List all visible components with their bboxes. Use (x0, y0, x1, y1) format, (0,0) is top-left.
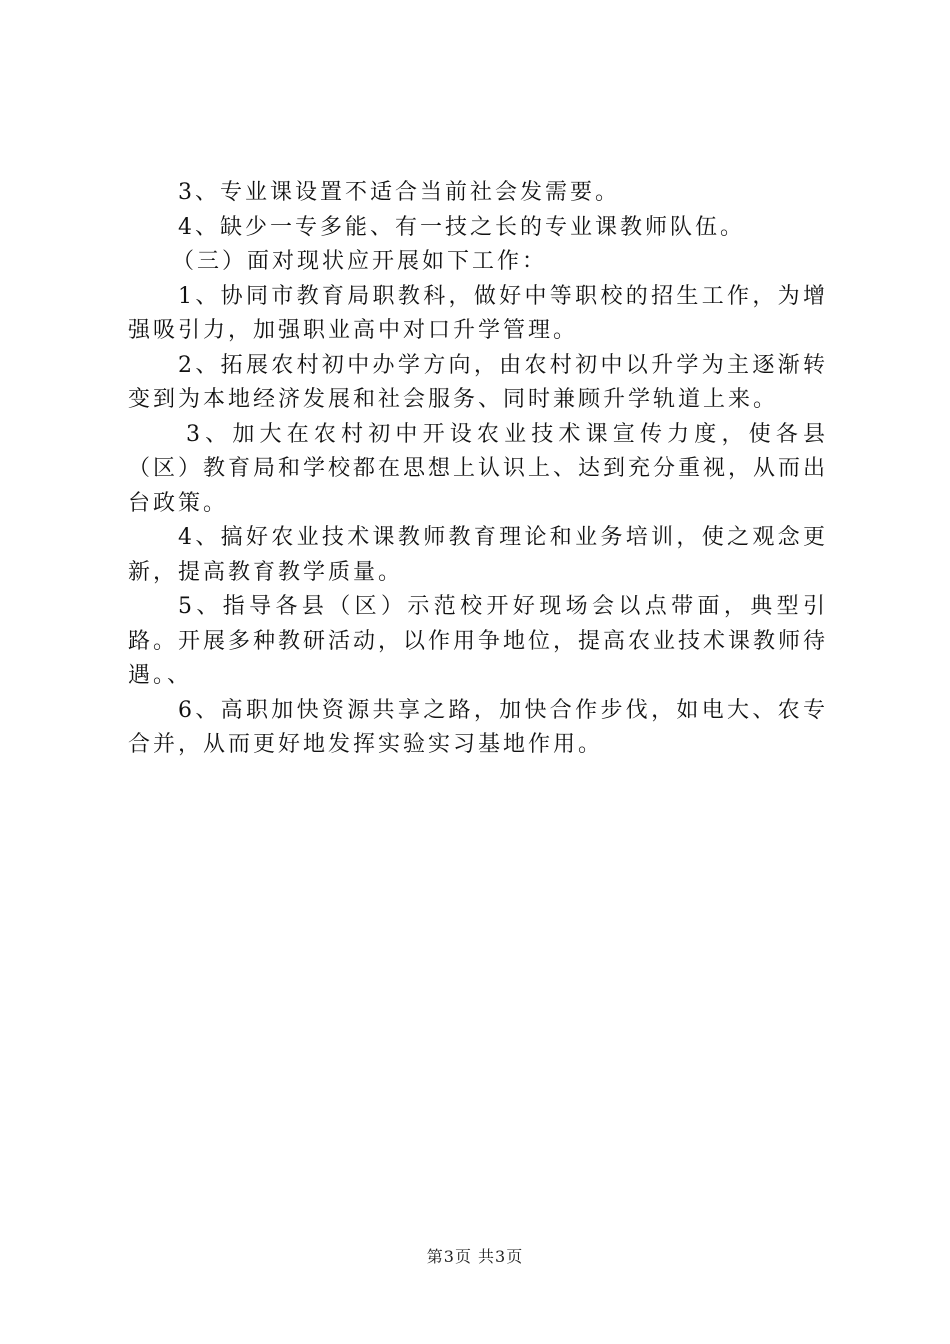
paragraph-item-3-issue: 3、专业课设置不适合当前社会发需要。 (178, 180, 620, 205)
paragraph-item-4-issue: 4、缺少一专多能、有一技之长的专业课教师队伍。 (178, 214, 745, 240)
section-heading: （三）面对现状应开展如下工作： (172, 249, 548, 274)
document-body (128, 176, 828, 763)
paragraph-task-4: 4、搞好农业技术课教师教育理论和业务培训，使之观念更新，提高教育教学质量。 (128, 525, 828, 585)
paragraph-task-1: 1、协同市教育局职教科，做好中等职校的招生工作，为增强吸引力，加强职业高中对口升学管理。 (128, 283, 828, 343)
paragraph-task-6: 6、高职加快资源共享之路，加快合作步伐，如电大、农专合并，从而更好地发挥实验实习基地作用。 (128, 697, 828, 757)
paragraph-task-5: 5、指导各县（区）示范校开好现场会以点带面，典型引路。开展多种教研活动，以作用争地位，提高农业技术课教师待遇。、 (128, 594, 829, 688)
paragraph-task-2: 2、拓展农村初中办学方向，由农村初中以升学为主逐渐转变到为本地经济发展和社会服务、同时兼顾升学轨道上来。 (128, 352, 828, 412)
paragraph-task-3: 3、加大在农村初中开设农业技术课宣传力度，使各县（区）教育局和学校都在思想上认识上、达到充分重视，从而出台政策。 (128, 421, 829, 516)
page-number-footer: 第3页 共3页 (426, 1247, 524, 1266)
